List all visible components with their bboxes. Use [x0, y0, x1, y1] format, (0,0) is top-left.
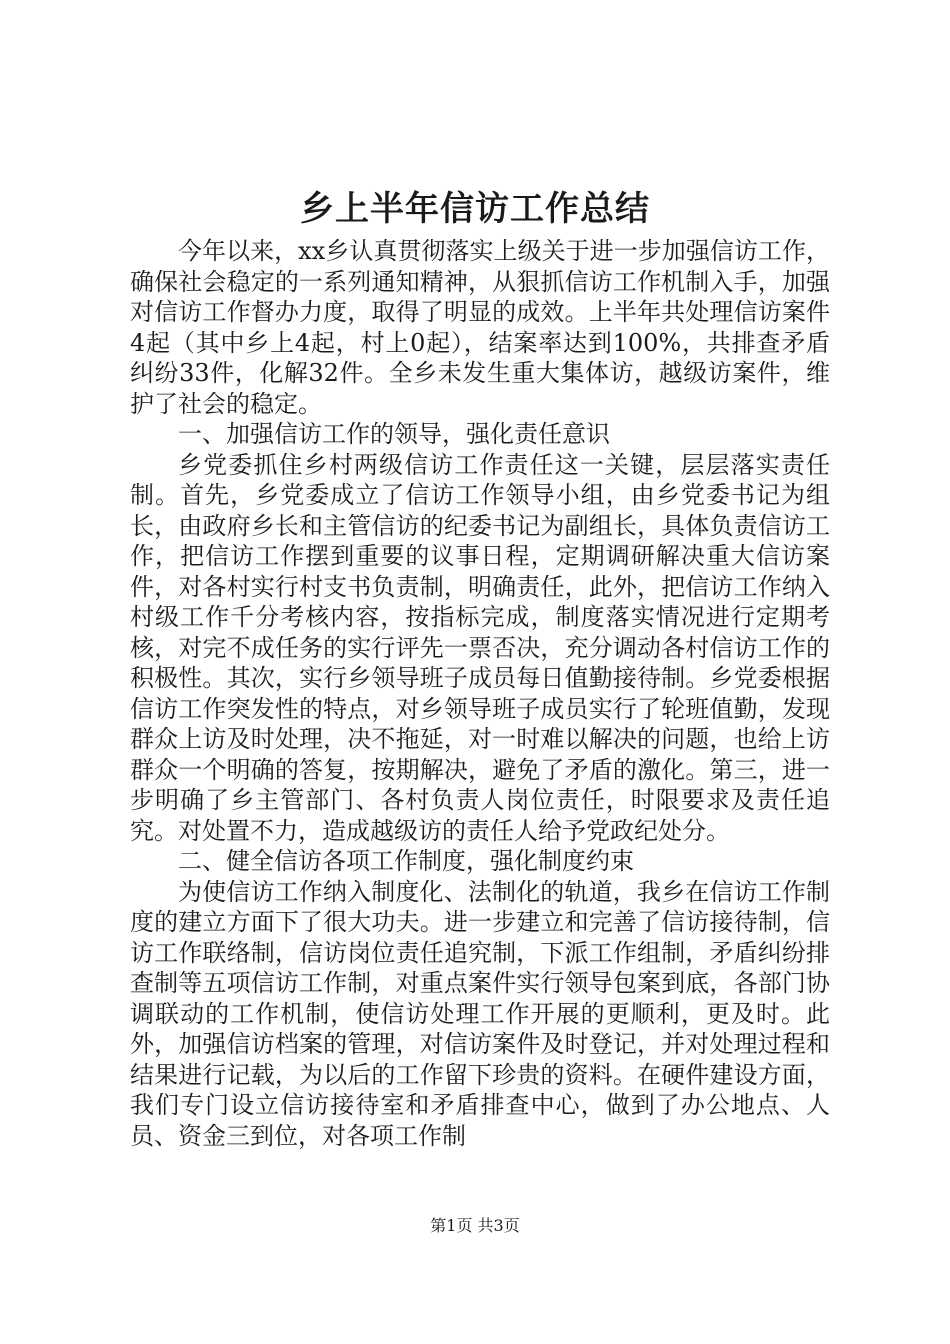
page-footer: 第1页 共3页 — [430, 1216, 520, 1235]
paragraph-intro: 今年以来，xx乡认真贯彻落实上级关于进一步加强信访工作，确保社会稳定的一系列通知精神，从狠抓信访工作机制入手，加强对信访工作督办力度，取得了明显的成效。上半年共处理信访案件4起（其中乡上4起，村上0起），结案率达到100%，共排查矛盾纠纷33件，化解32件。全乡未发生重大集体访，越级访案件，维护了社会的稳定。 — [130, 237, 830, 418]
document-body — [130, 236, 830, 1151]
section-heading-1: 一、加强信访工作的领导，强化责任意识 — [178, 420, 610, 448]
document-title: 乡上半年信访工作总结 — [300, 189, 650, 229]
paragraph-section-1: 乡党委抓住乡村两级信访工作责任这一关键，层层落实责任制。首先，乡党委成立了信访工作领导小组，由乡党委书记为组长，由政府乡长和主管信访的纪委书记为副组长，具体负责信访工作，把信访工作摆到重要的议事日程，定期调研解决重大信访案件，对各村实行村支书负责制，明确责任，此外，把信访工作纳入村级工作千分考核内容，按指标完成，制度落实情况进行定期考核，对完不成任务的实行评先一票否决，充分调动各村信访工作的积极性。其次，实行乡领导班子成员每日值勤接待制。乡党委根据信访工作突发性的特点，对乡领导班子成员实行了轮班值勤，发现群众上访及时处理，决不拖延，对一时难以解决的问题，也给上访群众一个明确的答复，按期解决，避免了矛盾的激化。第三，进一步明确了乡主管部门、各村负责人岗位责任，时限要求及责任追究。对处置不力，造成越级访的责任人给予党政纪处分。 — [130, 450, 830, 845]
section-heading-2: 二、健全信访各项工作制度，强化制度约束 — [178, 847, 634, 875]
paragraph-section-2: 为使信访工作纳入制度化、法制化的轨道，我乡在信访工作制度的建立方面下了很大功夫。进一步建立和完善了信访接待制，信访工作联络制，信访岗位责任追究制，下派工作组制，矛盾纠纷排查制等五项信访工作制，对重点案件实行领导包案到底，各部门协调联动的工作机制，使信访处理工作开展的更顺利，更及时。此外，加强信访档案的管理，对信访案件及时登记，并对处理过程和结果进行记载，为以后的工作留下珍贵的资料。在硬件建设方面，我们专门设立信访接待室和矛盾排查中心，做到了办公地点、人员、资金三到位，对各项工作制 — [130, 877, 830, 1150]
